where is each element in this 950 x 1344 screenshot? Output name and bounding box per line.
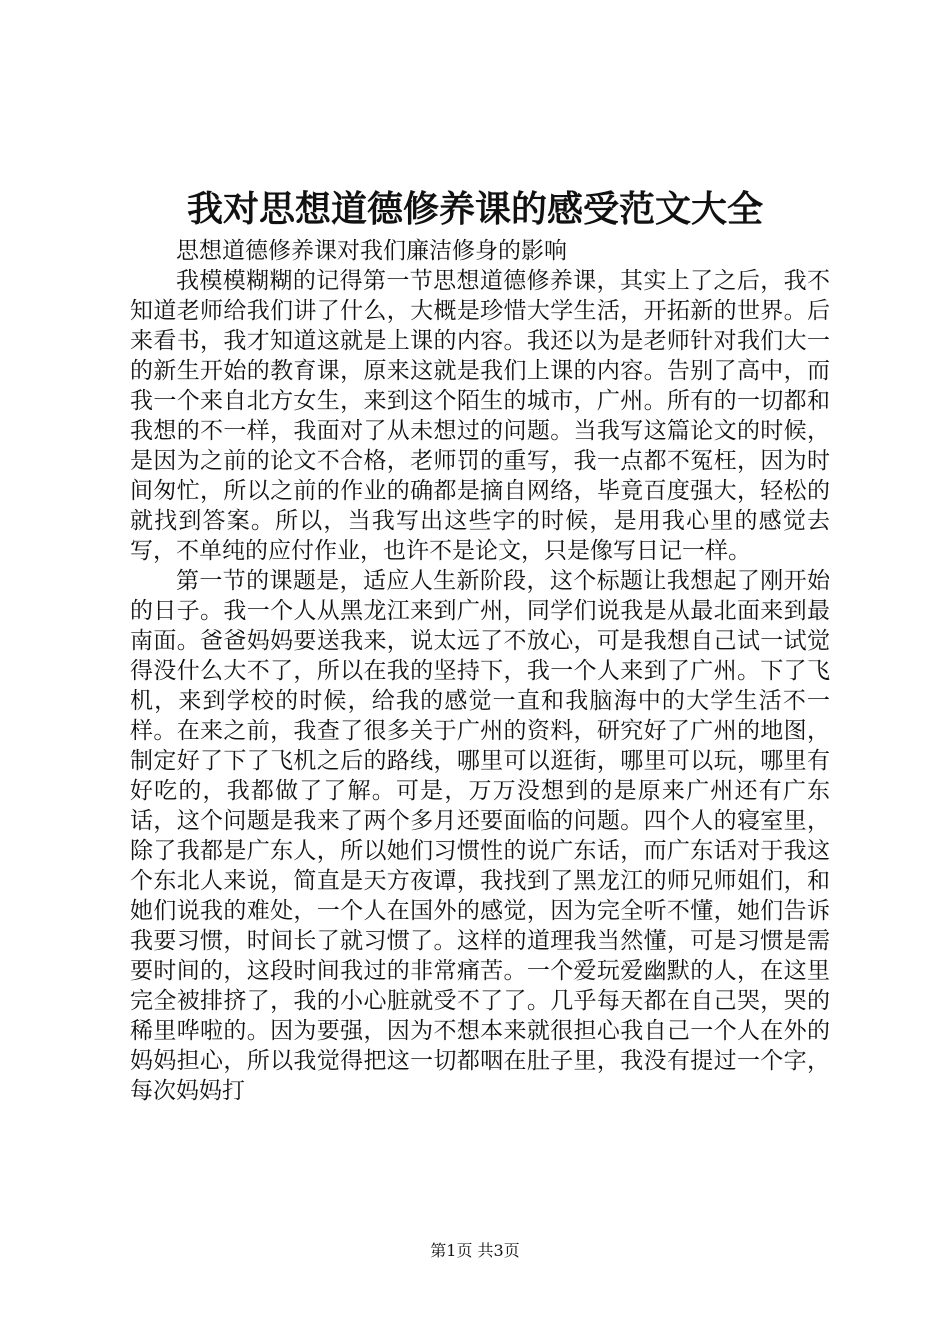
page-footer: 第1页 共3页 <box>430 1241 520 1260</box>
document-body <box>130 236 830 1106</box>
paragraph-subtitle: 思想道德修养课对我们廉洁修身的影响 <box>176 238 567 264</box>
paragraph: 第一节的课题是，适应人生新阶段，这个标题让我想起了刚开始的日子。我一个人从黑龙江来到广州，同学们说我是从最北面来到最南面。爸爸妈妈要送我来，说太远了不放心，可是我想自己试一试觉得没什么大不了，所以在我的坚持下，我一个人来到了广州。下了飞机，来到学校的时候，给我的感觉一直和我脑海中的大学生活不一样。在来之前，我查了很多关于广州的资料，研究好了广州的地图，制定好了下了飞机之后的路线，哪里可以逛街，哪里可以玩，哪里有好吃的，我都做了了解。可是，万万没想到的是原来广州还有广东话，这个问题是我来了两个多月还要面临的问题。四个人的寝室里，除了我都是广东人，所以她们习惯性的说广东话，而广东话对于我这个东北人来说，简直是天方夜谭，我找到了黑龙江的师兄师姐们，和她们说我的难处，一个人在国外的感觉，因为完全听不懂，她们告诉我要习惯，时间长了就习惯了。这样的道理我当然懂，可是习惯是需要时间的，这段时间我过的非常痛苦。一个爱玩爱幽默的人，在这里完全被排挤了，我的小心脏就受不了了。几乎每天都在自己哭，哭的稀里哗啦的。因为要强，因为不想本来就很担心我自己一个人在外的妈妈担心，所以我觉得把这一切都咽在肚子里，我没有提过一个字，每次妈妈打 <box>130 568 830 1104</box>
document-title: 我对思想道德修养课的感受范文大全 <box>186 188 763 230</box>
paragraph: 我模模糊糊的记得第一节思想道德修养课，其实上了之后，我不知道老师给我们讲了什么，大概是珍惜大学生活，开拓新的世界。后来看书，我才知道这就是上课的内容。我还以为是老师针对我们大一的新生开始的教育课，原来这就是我们上课的内容。告别了高中，而我一个来自北方女生，来到这个陌生的城市，广州。所有的一切都和我想的不一样，我面对了从未想过的问题。当我写这篇论文的时候，是因为之前的论文不合格，老师罚的重写，我一点都不冤枉，因为时间匆忙，所以之前的作业的确都是摘自网络，毕竟百度强大，轻松的就找到答案。所以，当我写出这些字的时候，是用我心里的感觉去写，不单纯的应付作业，也许不是论文，只是像写日记一样。 <box>130 268 830 564</box>
